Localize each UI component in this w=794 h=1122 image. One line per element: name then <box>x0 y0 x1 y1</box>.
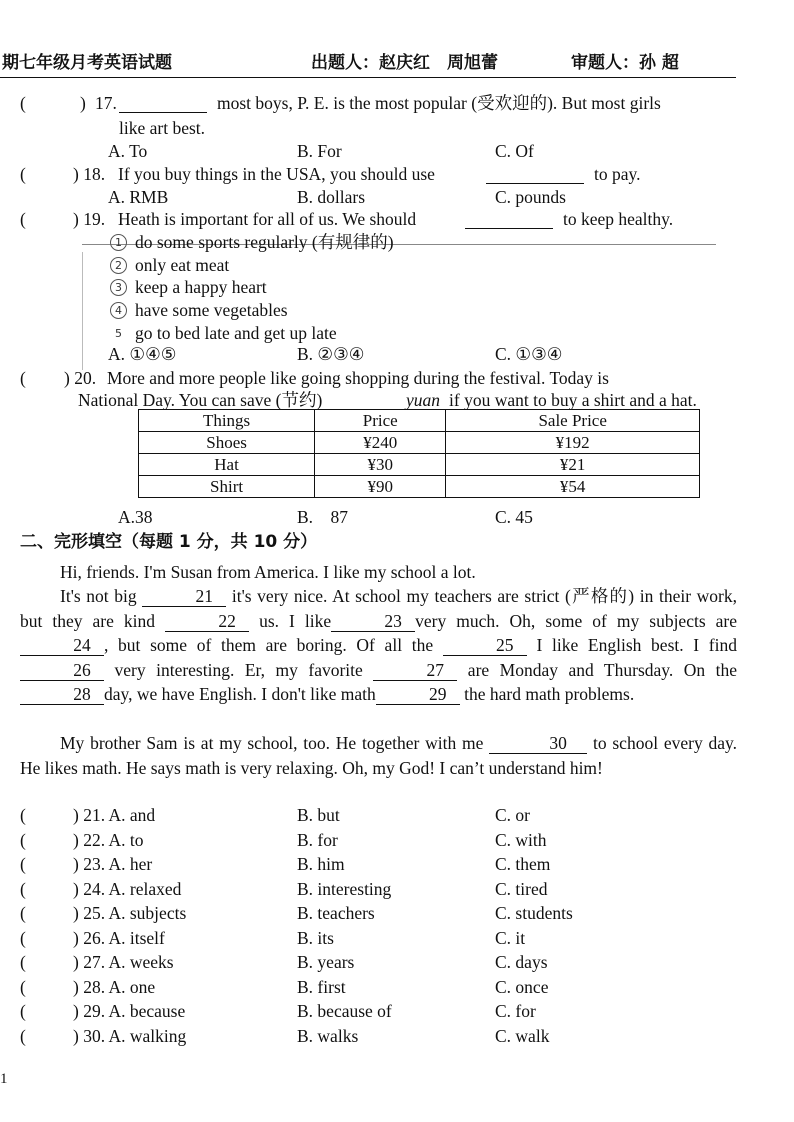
answer-paren-close: ) <box>80 93 86 113</box>
cloze-blank-30[interactable]: 30 <box>489 734 587 754</box>
option-c[interactable]: C. Of <box>495 141 534 161</box>
unit-word: yuan <box>406 390 441 410</box>
price-table <box>138 409 700 498</box>
option-c[interactable]: C. it <box>495 927 526 948</box>
answer-blank[interactable] <box>465 209 553 229</box>
option-b[interactable]: B. him <box>297 854 345 874</box>
option-c[interactable]: C. once <box>495 976 549 997</box>
option-c[interactable]: C. walk <box>495 1025 550 1046</box>
cloze-blank-23[interactable]: 23 <box>331 612 415 632</box>
passage-text: it's very nice. At school my teachers are strict (严格的) in their work, but they are kind <box>20 586 738 631</box>
option-c[interactable]: C. days <box>495 952 548 972</box>
option-c[interactable]: C. pounds <box>495 187 566 207</box>
option-b[interactable]: B. because of <box>297 1001 392 1021</box>
passage-paragraph <box>20 584 737 707</box>
table-cell: ¥192 <box>446 432 700 454</box>
option-c[interactable]: C. tired <box>495 878 548 899</box>
option-b[interactable]: B. its <box>297 927 334 948</box>
table-header-row <box>139 410 700 432</box>
answer-paren-open: ( <box>20 952 26 972</box>
header-rule <box>0 77 736 78</box>
option-b[interactable]: B. interesting <box>297 878 392 899</box>
answer-paren-open: ( <box>20 829 26 850</box>
option-a[interactable]: ) 29. A. because <box>73 1001 186 1021</box>
question-text: to keep healthy. <box>563 209 674 229</box>
table-cell: ¥240 <box>315 432 446 454</box>
passage-text: It's not big <box>60 586 137 606</box>
number-circle-icon: 3 <box>110 279 127 296</box>
answer-paren-open: ( <box>20 209 26 229</box>
option-a[interactable]: ) 23. A. her <box>73 854 153 874</box>
cloze-blank-25[interactable]: 25 <box>443 636 527 656</box>
number-circle-icon: 5 <box>115 327 122 340</box>
table-cell: ¥21 <box>446 454 700 476</box>
question-text: most boys, P. E. is the most popular (受欢迎的). But most girls <box>217 93 661 113</box>
number-circle-icon: 1 <box>110 234 127 251</box>
option-b[interactable]: B. walks <box>297 1025 359 1046</box>
answer-blank[interactable] <box>486 164 584 184</box>
option-a[interactable]: ) 21. A. and <box>73 805 156 825</box>
table-row <box>139 454 700 476</box>
cloze-blank-26[interactable]: 26 <box>20 661 104 681</box>
option-b[interactable]: B. for <box>297 829 338 850</box>
table-header: Sale Price <box>446 410 700 432</box>
answer-paren-open: ( <box>20 854 26 874</box>
passage-text: to school every day. He likes math. He says math is very relaxing. Oh, my God! I can’t understand him! <box>20 733 738 778</box>
option-c[interactable]: C. 45 <box>495 507 533 527</box>
cloze-blank-29[interactable]: 29 <box>376 685 460 705</box>
option-c[interactable]: C. students <box>495 903 573 923</box>
question-text: If you buy things in the USA, you should use <box>118 164 435 184</box>
table-cell: Shoes <box>139 432 315 454</box>
option-a[interactable]: A. To <box>108 141 148 161</box>
cloze-blank-27[interactable]: 27 <box>373 661 457 681</box>
answer-paren-open: ( <box>20 164 26 184</box>
question-number: ) 18. <box>73 164 106 184</box>
passage-text: us. I like <box>259 610 332 631</box>
statement-text: do some sports regularly (有规律的) <box>135 232 394 252</box>
answer-paren-open: ( <box>20 1001 26 1021</box>
section-title: 二、完形填空（每题 1 分，共 10 分） <box>20 532 318 552</box>
table-row <box>139 432 700 454</box>
table-header: Price <box>315 410 446 432</box>
option-b[interactable]: B. but <box>297 805 340 825</box>
answer-paren-open: ( <box>20 1025 26 1046</box>
statement-item <box>110 323 337 344</box>
option-a[interactable]: ) 27. A. weeks <box>73 952 174 972</box>
option-c[interactable]: C. or <box>495 805 530 825</box>
option-a[interactable]: ) 30. A. walking <box>73 1025 187 1046</box>
option-b[interactable]: B. years <box>297 952 355 972</box>
statement-item <box>110 277 267 298</box>
option-c[interactable]: C. for <box>495 1001 536 1021</box>
answer-paren-open: ( <box>20 927 26 948</box>
cloze-blank-21[interactable]: 21 <box>142 587 226 607</box>
option-b[interactable]: B. ②③④ <box>297 344 365 364</box>
statement-item <box>110 255 229 276</box>
option-a[interactable]: ) 24. A. relaxed <box>73 878 182 899</box>
question-text: if you want to buy a shirt and a hat. <box>449 390 697 410</box>
option-b[interactable]: B. For <box>297 141 342 161</box>
question-number: 17. <box>95 93 117 113</box>
option-c[interactable]: C. with <box>495 829 547 850</box>
question-text: to pay. <box>594 164 641 184</box>
cloze-blank-22[interactable]: 22 <box>165 612 249 632</box>
option-a[interactable]: A. ①④⑤ <box>108 344 177 364</box>
statement-text: go to bed late and get up late <box>135 323 337 343</box>
option-a[interactable]: A. RMB <box>108 187 169 207</box>
option-a[interactable]: ) 28. A. one <box>73 976 156 997</box>
question-text: National Day. You can save (节约) <box>78 390 323 410</box>
question-text: More and more people like going shopping during the festival. Today is <box>107 368 609 388</box>
statement-item <box>110 300 288 321</box>
answer-paren-open: ( <box>20 878 26 899</box>
question-text: like art best. <box>119 118 206 138</box>
statement-item <box>110 232 394 253</box>
option-b[interactable]: B. 87 <box>297 507 349 527</box>
authors-label: 出题人：赵庆红 周旭蕾 <box>311 53 498 73</box>
question-text: Heath is important for all of us. We should <box>118 209 417 229</box>
answer-blank[interactable] <box>119 93 207 113</box>
table-cell: Shirt <box>139 476 315 498</box>
passage-text: I like English best. I find <box>536 635 737 655</box>
option-b[interactable]: B. teachers <box>297 903 375 923</box>
answer-paren-open: ( <box>20 93 26 113</box>
scan-artifact-bar <box>82 252 83 370</box>
number-circle-icon: 2 <box>110 257 127 274</box>
option-a[interactable]: ) 26. A. itself <box>73 927 165 948</box>
answer-paren-open: ( <box>20 805 26 825</box>
cloze-blank-28[interactable]: 28 <box>20 685 104 705</box>
passage-text: day, we have English. I don't like math <box>104 684 376 704</box>
table-cell: Hat <box>139 454 315 476</box>
exam-title: 期七年级月考英语试题 <box>2 53 172 73</box>
table-header: Things <box>139 410 315 432</box>
question-number: ) 19. <box>73 209 106 229</box>
option-b[interactable]: B. dollars <box>297 187 366 207</box>
passage-text: , but some of them are boring. Of all the <box>104 635 434 655</box>
option-c[interactable]: C. ①③④ <box>495 344 563 364</box>
passage-text: are Monday and Thursday. On the <box>467 659 738 680</box>
statement-text: keep a happy heart <box>135 277 267 297</box>
passage-text: very interesting. Er, my favorite <box>114 659 363 680</box>
option-a[interactable]: A.38 <box>118 507 153 527</box>
answer-paren-open: ( <box>20 976 26 997</box>
passage-text: My brother Sam is at my school, too. He together with me <box>60 733 484 753</box>
reviewer-label: 审题人：孙 超 <box>571 53 679 73</box>
answer-paren-open: ( <box>20 368 26 388</box>
number-circle-icon: 4 <box>110 302 127 319</box>
question-number: ) 20. <box>64 368 97 388</box>
option-b[interactable]: B. first <box>297 976 346 997</box>
statement-text: have some vegetables <box>135 300 288 320</box>
answer-blank[interactable] <box>356 390 404 410</box>
table-cell: ¥30 <box>315 454 446 476</box>
page-number: 1 <box>0 1071 8 1087</box>
statement-text: only eat meat <box>135 255 230 275</box>
passage-text: the hard math problems. <box>464 684 635 704</box>
table-cell: ¥90 <box>315 476 446 498</box>
cloze-blank-24[interactable]: 24 <box>20 636 104 656</box>
option-a[interactable]: ) 22. A. to <box>73 829 144 850</box>
passage-paragraph <box>20 731 737 780</box>
passage-paragraph <box>20 560 737 585</box>
option-a[interactable]: ) 25. A. subjects <box>73 903 187 923</box>
table-row <box>139 476 700 498</box>
option-c[interactable]: C. them <box>495 854 551 874</box>
passage-text: very much. Oh, some of my subjects are <box>415 610 738 631</box>
passage-text: Hi, friends. I'm Susan from America. I like my school a lot. <box>60 562 476 582</box>
table-cell: ¥54 <box>446 476 700 498</box>
answer-paren-open: ( <box>20 903 26 923</box>
